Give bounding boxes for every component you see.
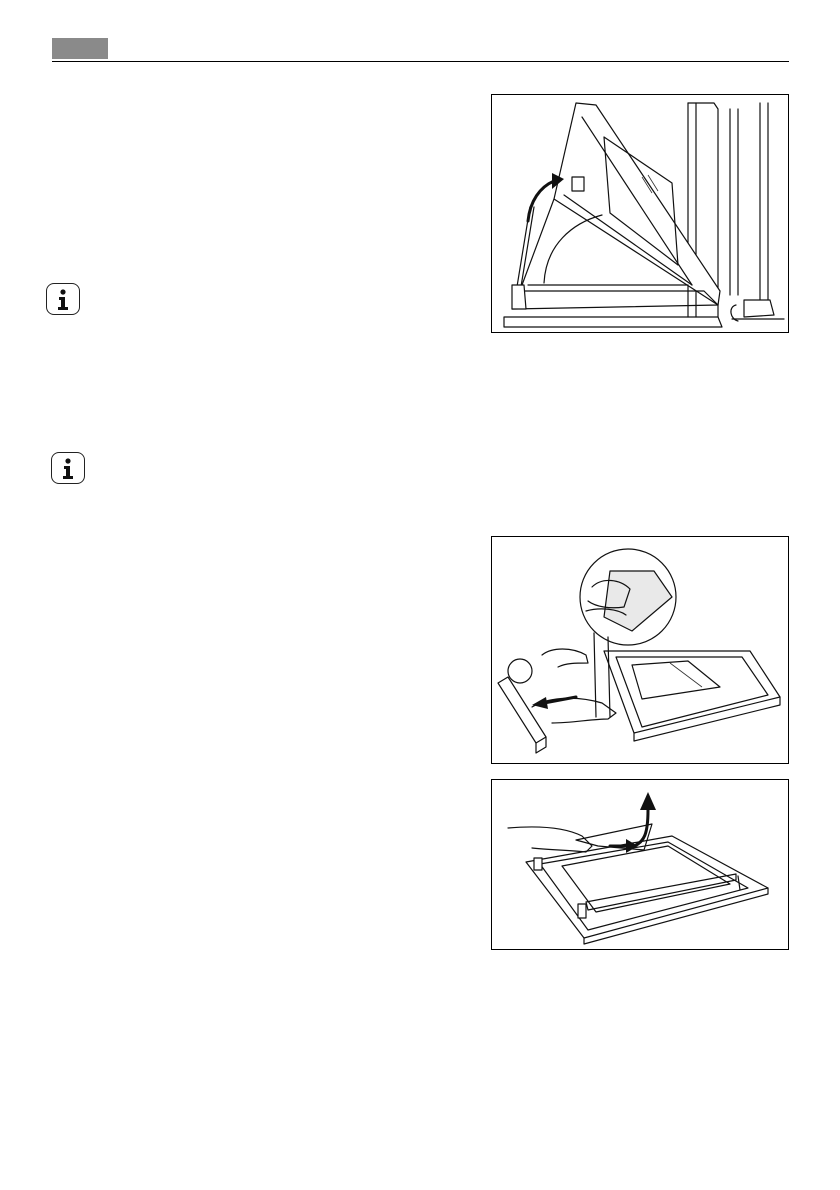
glass-panel-removal-figure	[491, 779, 789, 950]
info-icon	[46, 283, 80, 315]
info-icon	[51, 452, 85, 484]
door-lift-figure	[491, 94, 789, 333]
header-tab	[52, 38, 108, 59]
door-trim-removal-figure	[491, 536, 789, 764]
header-rule	[52, 61, 789, 62]
